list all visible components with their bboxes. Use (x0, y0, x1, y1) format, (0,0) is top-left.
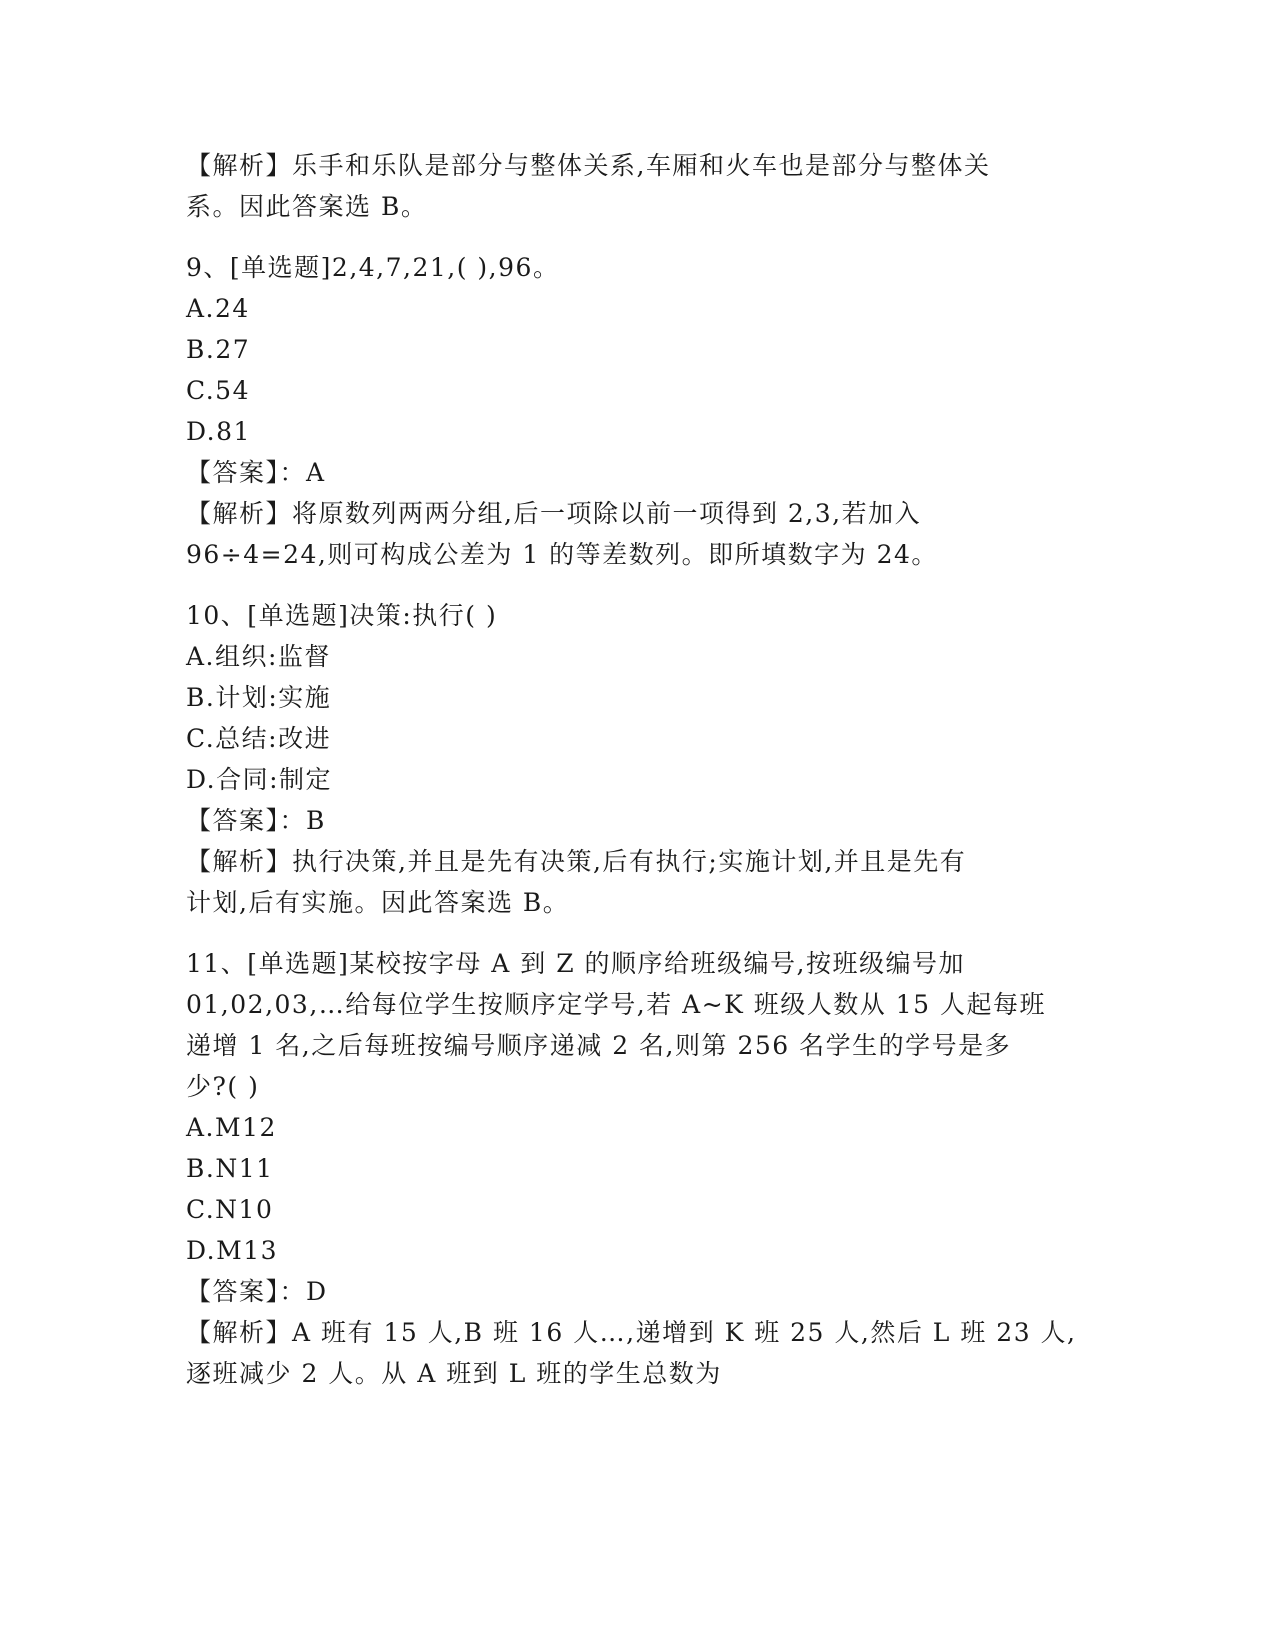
option-a: A.24 (186, 294, 250, 323)
question-10 (186, 595, 1086, 923)
question-stem: 11、[单选题]某校按字母 A 到 Z 的顺序给班级编号,按班级编号加 (186, 949, 965, 978)
text-line: 系。因此答案选 B。 (186, 192, 428, 221)
option-c: C.N10 (186, 1195, 274, 1224)
option-d: D.M13 (186, 1236, 279, 1265)
option-a: A.M12 (186, 1113, 277, 1142)
option-d: D.81 (186, 417, 251, 446)
question-9 (186, 247, 1086, 575)
question-11 (186, 943, 1086, 1394)
text-line: 【解析】乐手和乐队是部分与整体关系,车厢和火车也是部分与整体关 (186, 151, 991, 180)
answer-line: 【答案】：A (186, 458, 326, 487)
answer-line: 【答案】：B (186, 806, 326, 835)
option-b: B.27 (186, 335, 251, 364)
option-c: C.54 (186, 376, 250, 405)
explanation-line: 96÷4=24,则可构成公差为 1 的等差数列。即所填数字为 24。 (186, 540, 938, 569)
question-stem: 递增 1 名,之后每班按编号顺序递减 2 名,则第 256 名学生的学号是多 (186, 1031, 1012, 1060)
option-a: A.组织:监督 (186, 642, 331, 671)
explanation-line: 【解析】执行决策,并且是先有决策,后有执行;实施计划,并且是先有 (186, 847, 967, 876)
question-stem: 10、[单选题]决策:执行( ) (186, 601, 498, 630)
question-stem: 9、[单选题]2,4,7,21,( ),96。 (186, 253, 560, 282)
explanation-block-8 (186, 145, 1086, 227)
question-stem: 01,02,03,…给每位学生按顺序定学号,若 A~K 班级人数从 15 人起每班 (186, 990, 1047, 1019)
question-stem: 少?( ) (186, 1072, 260, 1101)
option-d: D.合同:制定 (186, 765, 333, 794)
document-content (186, 145, 1086, 1394)
option-b: B.计划:实施 (186, 683, 332, 712)
explanation-line: 逐班减少 2 人。从 A 班到 L 班的学生总数为 (186, 1359, 722, 1388)
option-c: C.总结:改进 (186, 724, 332, 753)
answer-line: 【答案】：D (186, 1277, 328, 1306)
explanation-line: 【解析】A 班有 15 人,B 班 16 人…,递增到 K 班 25 人,然后 L 班 23 人, (186, 1318, 1077, 1347)
explanation-line: 【解析】将原数列两两分组,后一项除以前一项得到 2,3,若加入 (186, 499, 922, 528)
explanation-line: 计划,后有实施。因此答案选 B。 (186, 888, 570, 917)
option-b: B.N11 (186, 1154, 274, 1183)
